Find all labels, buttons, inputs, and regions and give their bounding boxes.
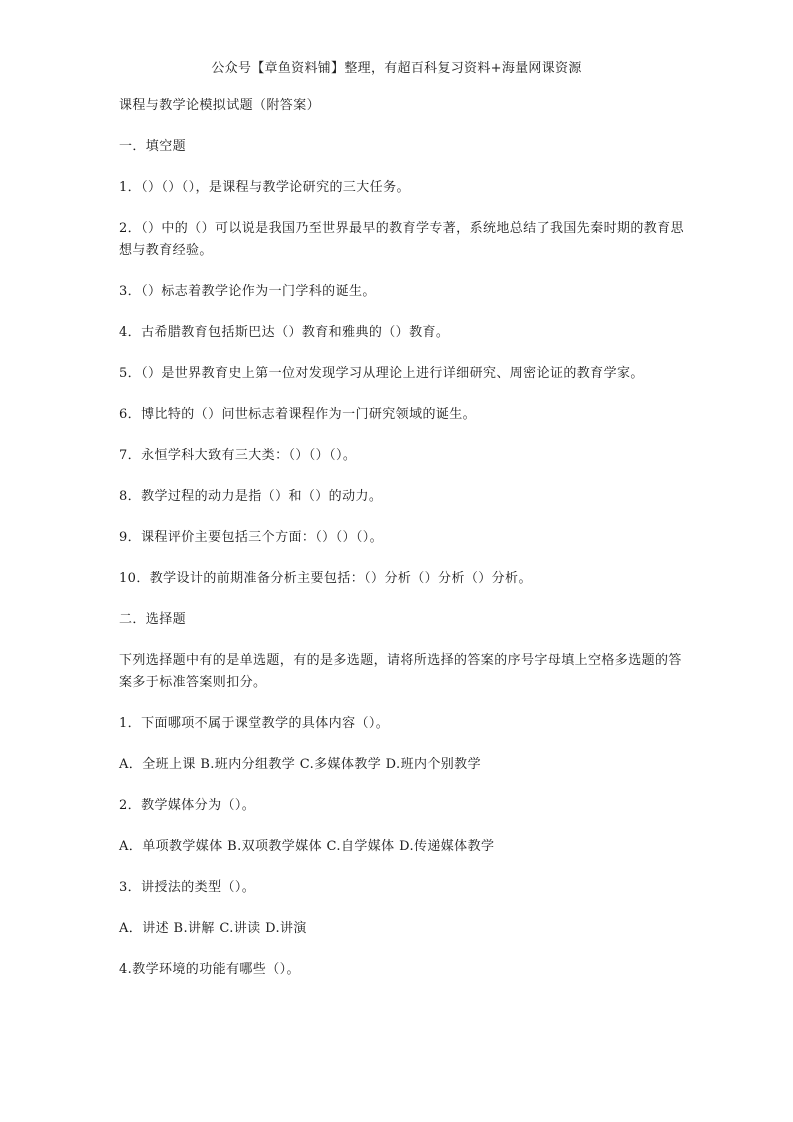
fill-blank-item: 9．课程评价主要包括三个方面：（）（）（）。 [119, 530, 384, 545]
document-title: 课程与教学论模拟试题（附答案） [119, 98, 321, 113]
fill-blank-item: 5．（）是世界教育史上第一位对发现学习从理论上进行详细研究、周密论证的教育学家。 [119, 366, 644, 381]
question-text: 1．下面哪项不属于课堂教学的具体内容（）。 [119, 716, 390, 731]
fill-blank-item: 7．永恒学科大致有三大类：（）（）（）。 [119, 448, 357, 463]
question-text: 4.教学环境的功能有哪些（）。 [119, 962, 300, 977]
section-instructions: 下列选择题中有的是单选题，有的是多选题，请将所选择的答案的序号字母填上空格多选题的答案多于标准答案则扣分。 [119, 653, 682, 690]
question-text: 3．讲授法的类型（）。 [119, 880, 256, 895]
fill-blank-item: 2．（）中的（）可以说是我国乃至世界最早的教育学专著，系统地总结了我国先秦时期的教育思想与教育经验。 [119, 221, 684, 258]
page-header: 公众号【章鱼资料铺】整理，有超百科复习资料+海量网课资源 [211, 61, 582, 76]
document-body [119, 95, 689, 1000]
question-options: A．单项教学媒体 B.双项教学媒体 C.自学媒体 D.传递媒体教学 [119, 839, 495, 854]
fill-blank-item: 10．教学设计的前期准备分析主要包括：（）分析（）分析（）分析。 [119, 571, 532, 586]
section-title-multiple-choice: 二．选择题 [119, 612, 187, 627]
question-options: A．讲述 B.讲解 C.讲读 D.讲演 [119, 921, 307, 936]
question-options: A．全班上课 B.班内分组教学 C.多媒体教学 D.班内个别教学 [119, 757, 481, 772]
fill-blank-item: 8．教学过程的动力是指（）和（）的动力。 [119, 489, 383, 504]
section-title-fill-blank: 一．填空题 [119, 139, 187, 154]
fill-blank-item: 4．古希腊教育包括斯巴达（）教育和雅典的（）教育。 [119, 325, 450, 340]
fill-blank-item: 6．博比特的（）问世标志着课程作为一门研究领域的诞生。 [119, 407, 477, 422]
question-text: 2．教学媒体分为（）。 [119, 798, 256, 813]
fill-blank-item: 3．（）标志着教学论作为一门学科的诞生。 [119, 284, 376, 299]
fill-blank-item: 1．（）（）（），是课程与教学论研究的三大任务。 [119, 180, 410, 195]
